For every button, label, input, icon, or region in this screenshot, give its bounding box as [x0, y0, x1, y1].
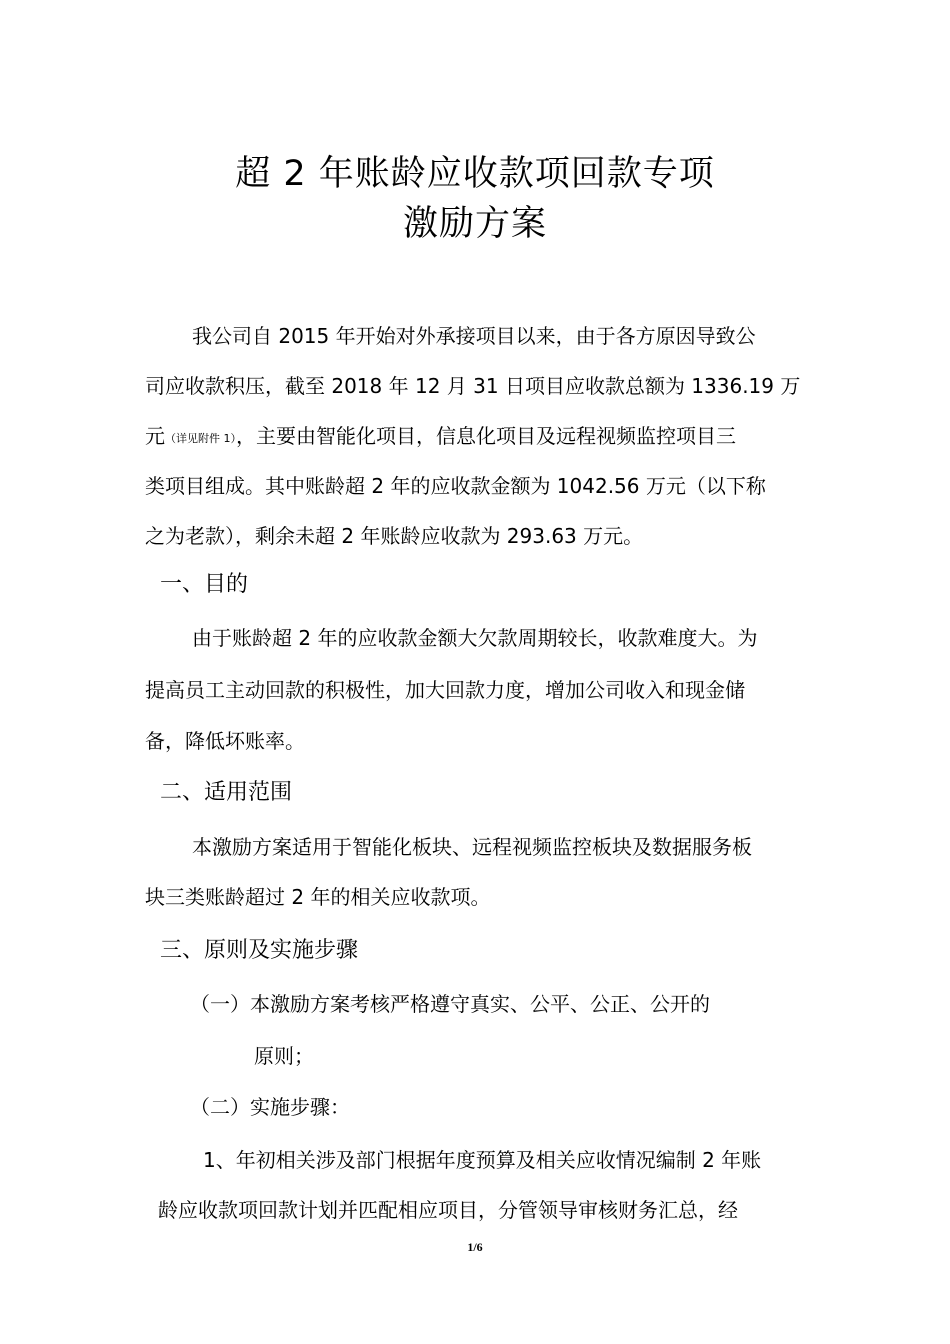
section-3-heading: 三、原则及实施步骤: [160, 938, 359, 963]
principle-item-line-2: 原则；: [254, 1044, 314, 1068]
step-1-line-1: 1、年初相关涉及部门根据年度预算及相关应收情况编制 2 年账: [203, 1148, 762, 1172]
intro-line-5: 之为老款），剩余未超 2 年账龄应收款为 293.63 万元。: [145, 524, 644, 548]
document-title-line-1: 超 2 年账龄应收款项回款专项: [235, 154, 715, 194]
section-2-line-2: 块三类账龄超过 2 年的相关应收款项。: [145, 885, 491, 909]
section-1-line-2: 提高员工主动回款的积极性，加大回款力度，增加公司收入和现金储: [145, 678, 745, 702]
steps-item: （二）实施步骤：: [190, 1095, 350, 1119]
intro-line-4: 类项目组成。其中账龄超 2 年的应收款金额为 1042.56 万元（以下称: [145, 474, 766, 498]
intro-line-1: 我公司自 2015 年开始对外承接项目以来，由于各方原因导致公: [192, 324, 756, 348]
document-title-line-2: 激励方案: [402, 204, 547, 244]
intro-line-3: [145, 422, 736, 453]
page-number: 1/6: [467, 1240, 483, 1254]
attachment-note: （详见附件 1）: [165, 432, 236, 445]
section-1-heading: 一、目的: [160, 572, 249, 597]
principle-item-line-1: （一）本激励方案考核严格遵守真实、公平、公正、公开的: [190, 992, 710, 1016]
intro-line-3-start: 元: [145, 424, 165, 448]
section-2-line-1: 本激励方案适用于智能化板块、远程视频监控板块及数据服务板: [192, 835, 752, 859]
section-1-line-1: 由于账龄超 2 年的应收款金额大欠款周期较长，收款难度大。为: [192, 626, 758, 650]
intro-line-3-end: ，主要由智能化项目，信息化项目及远程视频监控项目三: [236, 424, 736, 448]
section-1-line-3: 备，降低坏账率。: [145, 729, 305, 753]
section-2-heading: 二、适用范围: [160, 780, 293, 805]
intro-line-2: 司应收款积压，截至 2018 年 12 月 31 日项目应收款总额为 1336.19 万: [145, 374, 801, 398]
step-1-line-2: 龄应收款项回款计划并匹配相应项目，分管领导审核财务汇总，经: [158, 1198, 738, 1222]
